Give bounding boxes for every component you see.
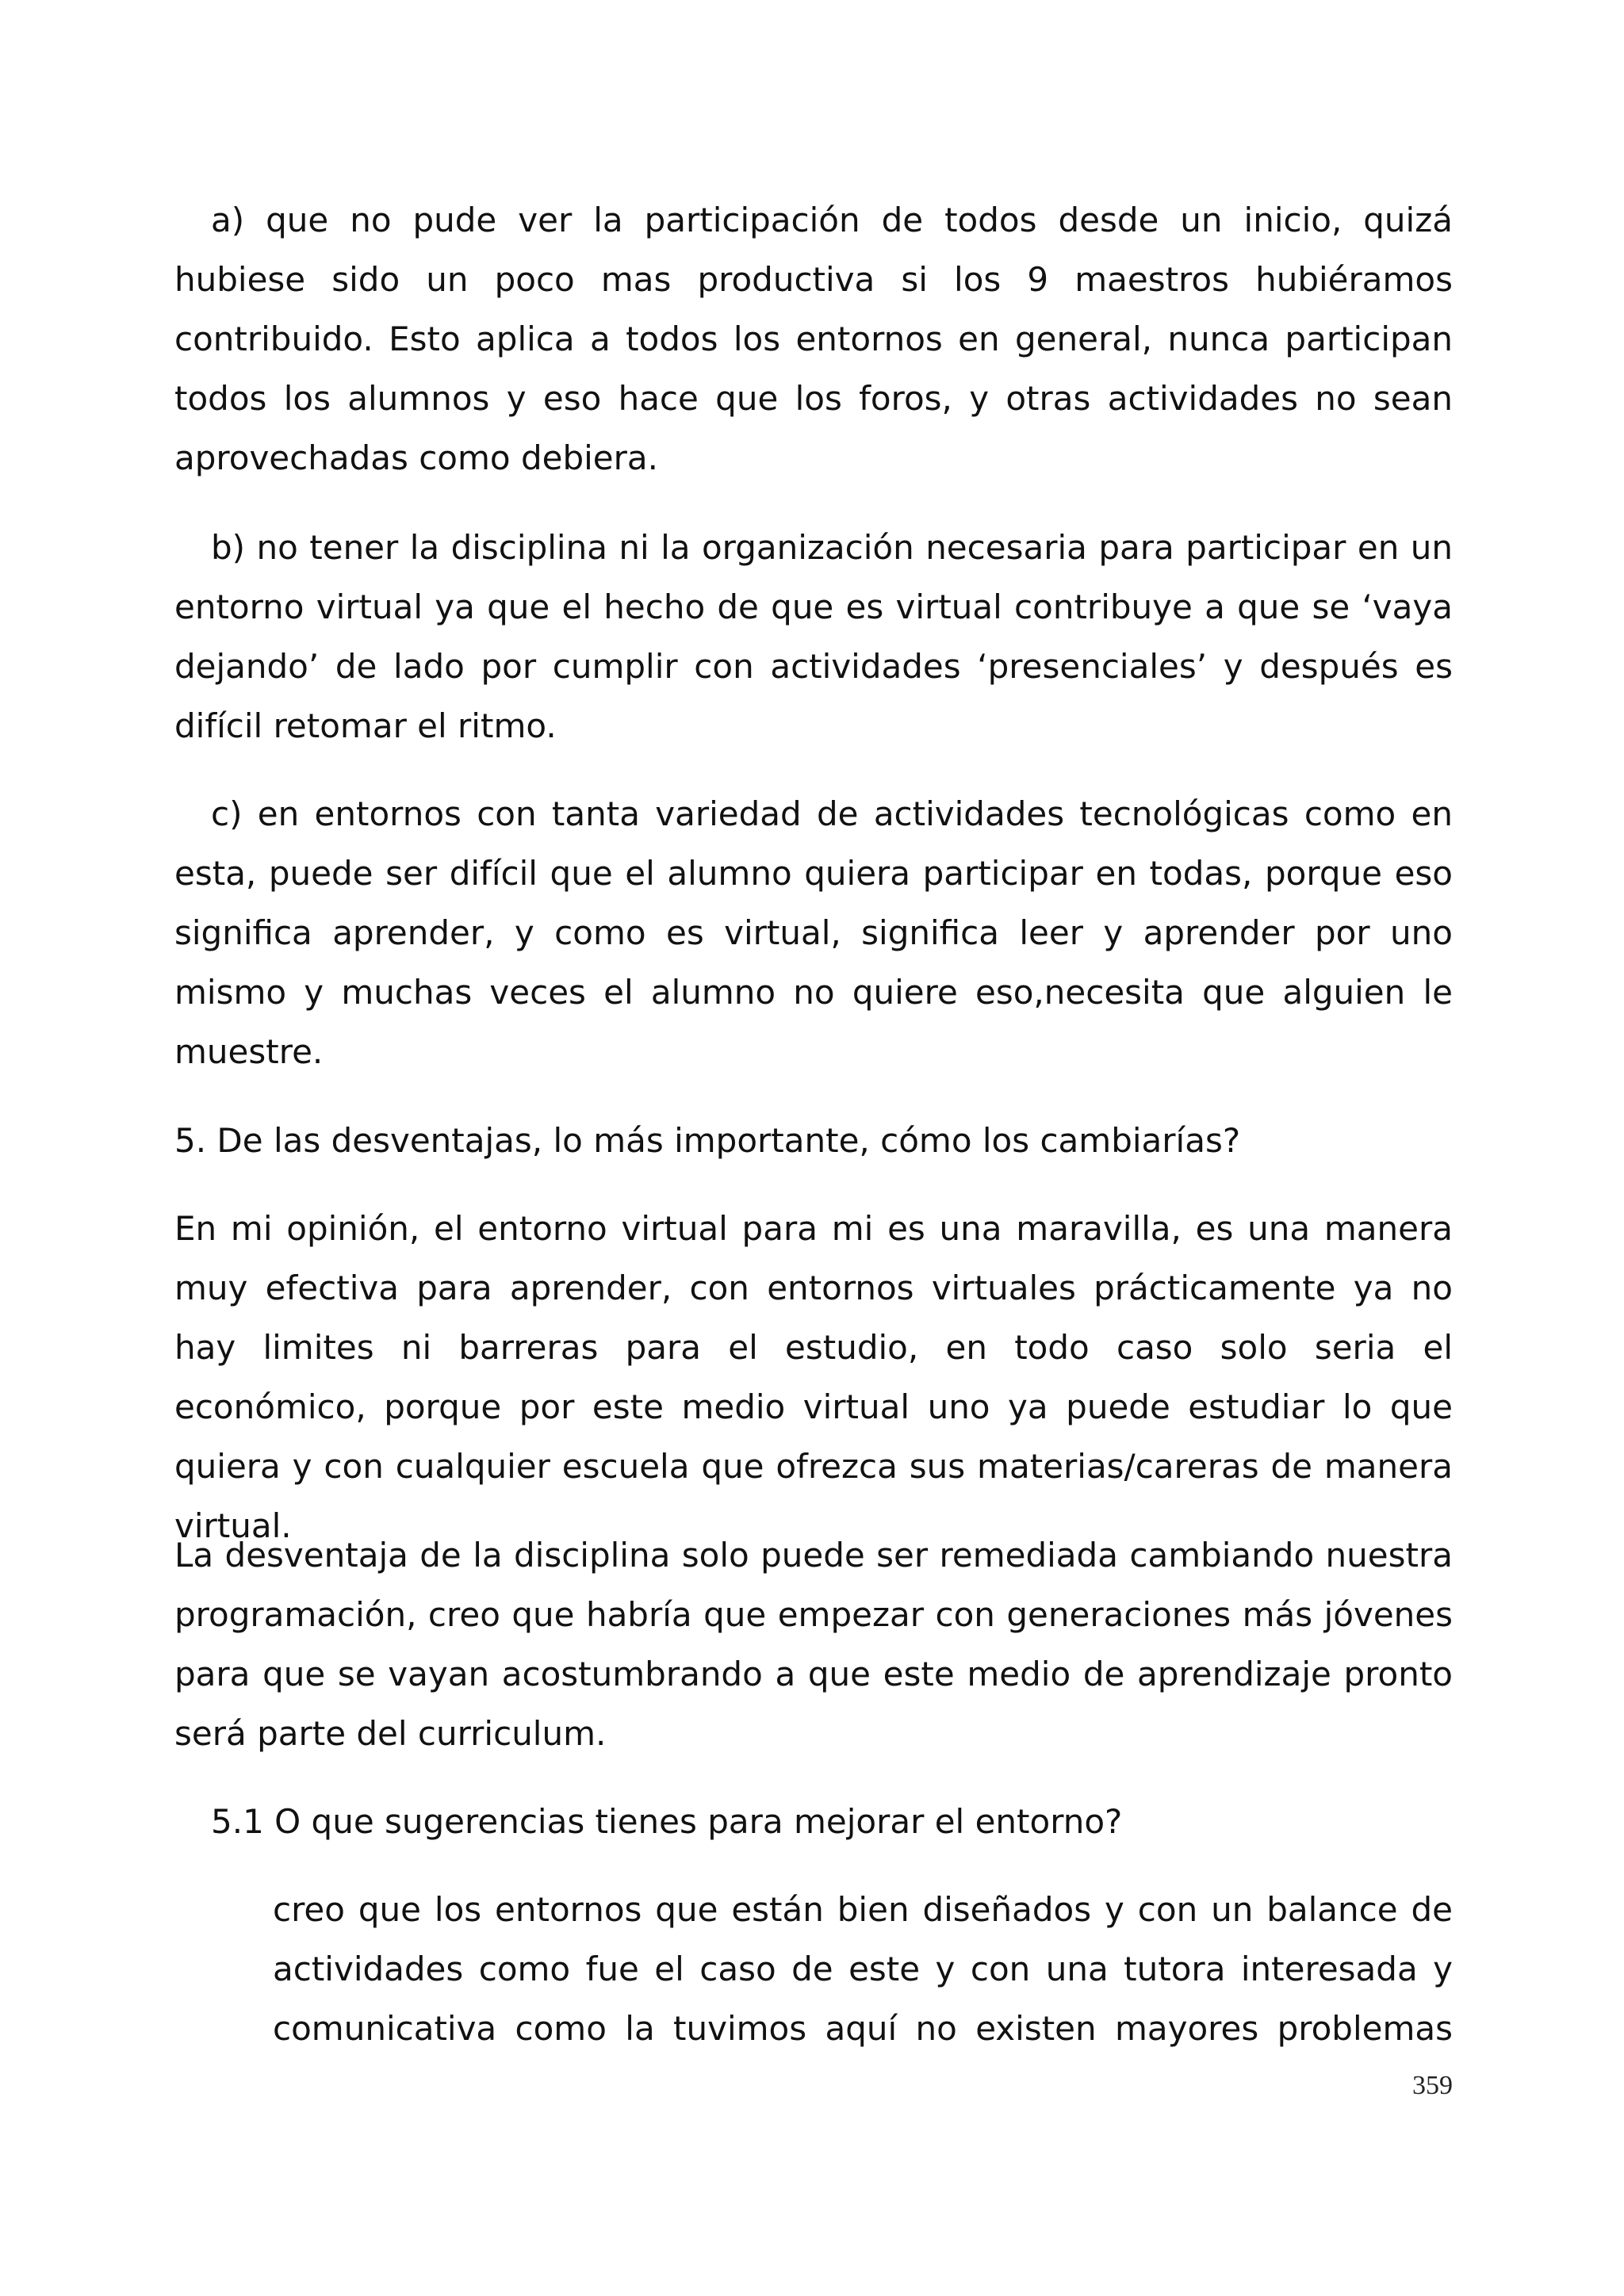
question-5-1-heading: 5.1 O que sugerencias tienes para mejorar el entorno?: [211, 1802, 1123, 1841]
paragraph-item-a: a) que no pude ver la participación de todos desde un inicio, quizá hubiese sido un poco mas productiva si los 9 maestros hubiéramos contribuido. Esto aplica a todos los entornos en general, nunca participan todos los alumnos y eso hace que los foros, y otras actividades no sean aprovechadas como debiera.: [174, 201, 1453, 477]
answer-5-paragraph-1: En mi opinión, el entorno virtual para mi es una maravilla, es una manera muy efectiva para aprender, con entornos virtuales prácticamente ya no hay limites ni barreras para el estudio, en todo caso solo seria el económico, porque por este medio virtual uno ya puede estudiar lo que quiera y con cualquier escuela que ofrezca sus materias/careras de manera virtual.: [174, 1209, 1453, 1545]
page-number: 359: [1412, 2071, 1453, 2100]
question-5-heading: 5. De las desventajas, lo más importante, cómo los cambiarías?: [174, 1121, 1241, 1160]
paragraph-item-c: c) en entornos con tanta variedad de actividades tecnológicas como en esta, puede ser difícil que el alumno quiera participar en todas, porque eso significa aprender, y como es virtual, significa leer y aprender por uno mismo y muchas veces el alumno no quiere eso,necesita que alguien le muestre.: [174, 794, 1453, 1071]
answer-5-paragraph-2: La desventaja de la disciplina solo puede ser remediada cambiando nuestra programación, creo que habría que empezar con generaciones más jóvenes para que se vayan acostumbrando a que este medio de aprendizaje pronto será parte del curriculum.: [174, 1536, 1453, 1753]
paragraph-item-b: b) no tener la disciplina ni la organización necesaria para participar en un entorno virtual ya que el hecho de que es virtual contribuye a que se ‘vaya dejando’ de lado por cumplir con actividades ‘presenciales’ y después es difícil retomar el ritmo.: [174, 528, 1453, 745]
answer-5-1-paragraph: creo que los entornos que están bien diseñados y con un balance de actividades como fue el caso de este y con una tutora interesada y comunicativa como la tuvimos aquí no existen mayores problemas: [273, 1890, 1453, 2048]
